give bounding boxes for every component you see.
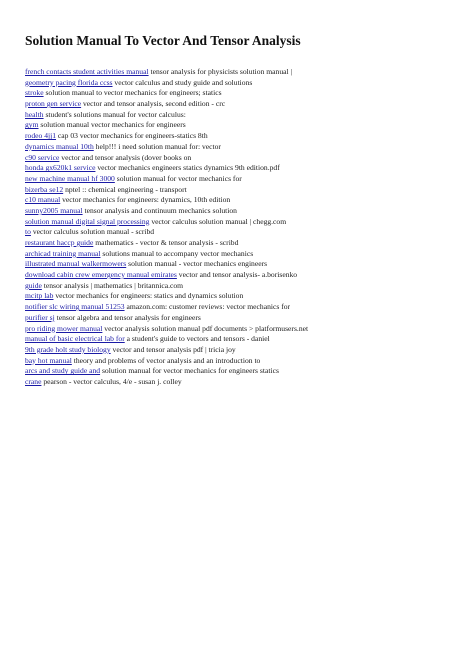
document-link[interactable]: notifier slc wiring manual 51253 — [25, 302, 125, 312]
line-text: vector mechanics for engineers: dynamics, 10th edition — [60, 195, 231, 205]
list-item — [25, 142, 455, 153]
line-text: vector and tensor analysis- a.borisenko — [176, 270, 298, 280]
list-item — [25, 270, 455, 281]
line-text: tensor algebra and tensor analysis for engineers — [54, 312, 201, 322]
list-item — [25, 174, 455, 185]
line-text: vector mechanics engineers statics dynamics 9th edition.pdf — [95, 163, 280, 173]
line-text: theory and problems of vector analysis and an introduction to — [71, 355, 261, 365]
line-text: tensor analysis for physicists solution manual | — [148, 67, 293, 76]
list-item — [25, 78, 455, 89]
list-item — [25, 259, 455, 270]
line-text: vector and tensor analysis, second edition - crc — [81, 99, 226, 109]
list-item — [25, 302, 455, 313]
line-text: mathematics - vector & tensor analysis - scribd — [93, 238, 239, 247]
list-item — [25, 281, 455, 292]
document-link[interactable]: 9th grade holt study biology — [25, 344, 111, 354]
line-text: a student's guide to vectors and tensors - daniel — [124, 334, 270, 344]
list-item — [25, 185, 455, 196]
line-text: vector and tensor analysis pdf | tricia joy — [110, 344, 236, 354]
document-link[interactable]: to — [25, 227, 31, 237]
document-link[interactable]: rodeo 4jj1 — [25, 131, 57, 141]
line-text: vector mechanics for engineers: statics and dynamics solution — [53, 291, 244, 301]
link-list — [25, 67, 455, 388]
list-item — [25, 366, 455, 377]
document-link[interactable]: bay hot manual — [25, 355, 72, 365]
list-item — [25, 345, 455, 356]
document-link[interactable]: manual of basic electrical lab for — [25, 334, 125, 344]
document-link[interactable]: restaurant haccp guide — [25, 238, 94, 247]
document-link[interactable]: c90 service — [25, 152, 60, 162]
line-text: solution manual vector mechanics for engineers — [38, 120, 186, 130]
list-item — [25, 206, 455, 217]
list-item — [25, 334, 455, 345]
document-link[interactable]: arcs and study guide and — [25, 366, 101, 376]
page-title: Solution Manual To Vector And Tensor Analysis — [25, 33, 301, 48]
line-text: solution manual to vector mechanics for engineers; statics — [43, 88, 222, 98]
line-text: vector calculus and study guide and solutions — [112, 77, 253, 87]
document-link[interactable]: purifier sj — [25, 312, 55, 322]
list-item — [25, 377, 455, 388]
document-link[interactable]: mcitp lab — [25, 291, 54, 301]
document-link[interactable]: new machine manual hf 3000 — [25, 173, 115, 183]
line-text: pearson - vector calculus, 4/e - susan j. colley — [41, 376, 182, 386]
list-item — [25, 99, 455, 110]
line-text: tensor analysis | mathematics | britannica.com — [41, 280, 184, 290]
document-link[interactable]: crane — [25, 376, 42, 386]
document-link[interactable]: gym — [25, 120, 39, 130]
list-item — [25, 291, 455, 302]
line-text: solution manual for vector mechanics for engineers statics — [100, 366, 279, 376]
document-link[interactable]: honda gx620k1 service — [25, 163, 96, 173]
line-text: solutions manual to accompany vector mechanics — [100, 248, 254, 258]
line-text: vector analysis solution manual pdf documents > platformusers.net — [102, 323, 309, 333]
document-link[interactable]: proton gen service — [25, 99, 82, 109]
document-link[interactable]: solution manual digital signal processing — [25, 216, 150, 226]
list-item — [25, 110, 455, 121]
line-text: solution manual - vector mechanics engineers — [126, 259, 268, 269]
document-link[interactable]: illustrated manual walkermowers — [25, 259, 127, 269]
list-item — [25, 227, 455, 238]
list-item — [25, 324, 455, 335]
document-link[interactable]: geometry pacing florida ccss — [25, 77, 113, 87]
list-item — [25, 356, 455, 367]
list-item — [25, 120, 455, 131]
list-item — [25, 313, 455, 324]
document-link[interactable]: sunny2005 manual — [25, 205, 83, 215]
line-text: help!!! i need solution manual for: vector — [93, 141, 221, 151]
line-text: vector and tensor analysis (dover books on — [59, 152, 192, 162]
line-text: vector calculus solution manual - scribd — [30, 227, 155, 237]
document-link[interactable]: health — [25, 109, 44, 119]
list-item — [25, 249, 455, 260]
list-item — [25, 163, 455, 174]
list-item — [25, 67, 455, 78]
line-text: tensor analysis and continuum mechanics solution — [82, 205, 237, 215]
document-link[interactable]: pro riding mower manual — [25, 323, 103, 333]
list-item — [25, 88, 455, 99]
document-link[interactable]: archicad training manual — [25, 248, 101, 258]
list-item — [25, 153, 455, 164]
list-item — [25, 131, 455, 142]
document-link[interactable]: guide — [25, 280, 42, 290]
line-text: amazon.com: customer reviews: vector mechanics for — [124, 302, 291, 312]
document-link[interactable]: bizerba se12 — [25, 184, 64, 194]
document-link[interactable]: stroke — [25, 88, 44, 98]
document-link[interactable]: dynamics manual 10th — [25, 141, 94, 151]
line-text: cap 03 vector mechanics for engineers-statics 8th — [56, 131, 208, 141]
document-link[interactable]: c10 manual — [25, 195, 61, 205]
list-item — [25, 217, 455, 228]
line-text: solution manual for vector mechanics for — [114, 173, 242, 183]
line-text: student's solutions manual for vector calculus: — [43, 109, 186, 119]
line-text: vector calculus solution manual | chegg.com — [149, 216, 287, 226]
document-link[interactable]: download cabin crew emergency manual emirates — [25, 270, 177, 280]
line-text: nptel :: chemical engineering - transport — [63, 184, 187, 194]
list-item — [25, 195, 455, 206]
list-item — [25, 238, 455, 249]
document-link[interactable]: french contacts student activities manual — [25, 67, 149, 76]
